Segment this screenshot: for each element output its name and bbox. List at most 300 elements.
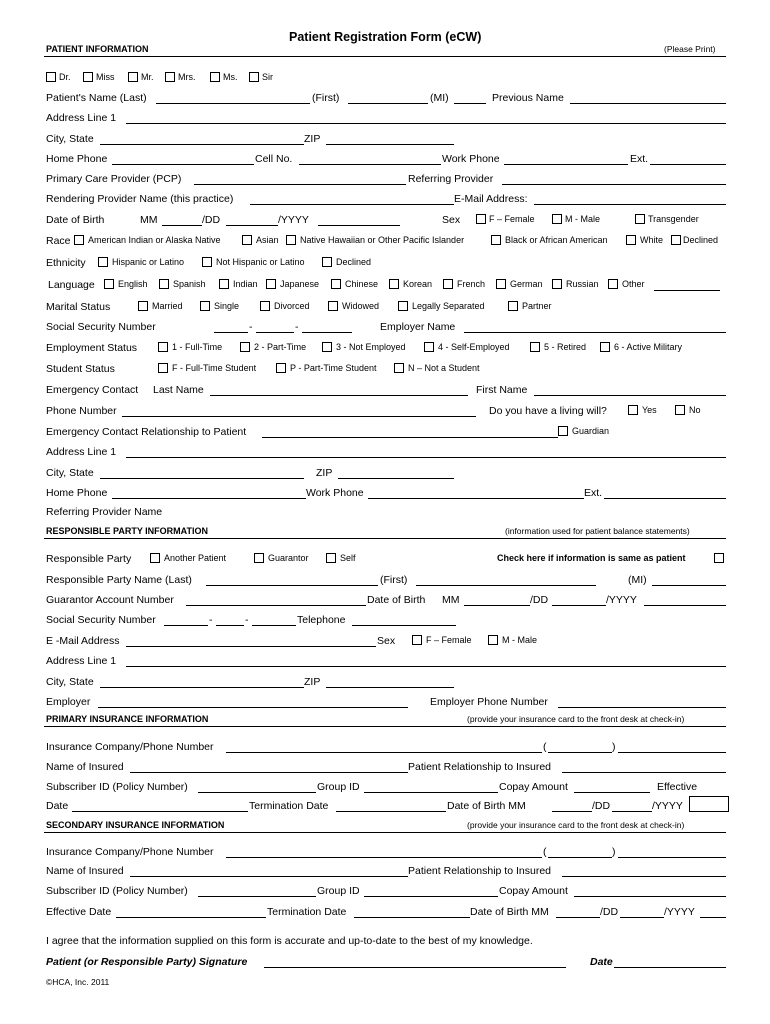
ssn-row: Social Security Number - - Employer Name	[46, 321, 726, 335]
guarantor-row	[46, 594, 726, 608]
field-secondary-phone-area[interactable]	[548, 846, 612, 858]
responsible-name-row	[46, 574, 726, 588]
label-dob: Date of Birth	[46, 214, 105, 226]
label-city: City, State	[46, 133, 94, 145]
label-primary-copay: Copay Amount	[499, 781, 568, 793]
label-german: German	[510, 279, 543, 289]
field-secondary-dob-dd[interactable]	[620, 906, 664, 918]
field-secondary-dob-yyyy[interactable]	[700, 906, 726, 918]
label-ms: Ms.	[223, 72, 238, 82]
label-responsible-yyyy: /YYYY	[606, 594, 637, 606]
label-marital: Marital Status	[46, 301, 111, 313]
checkbox-russian[interactable]	[552, 279, 562, 289]
section-patient-info: PATIENT INFORMATION	[46, 44, 149, 54]
label-race-black: Black or African American	[505, 235, 608, 245]
label-chinese: Chinese	[345, 279, 379, 289]
checkbox-single[interactable]	[200, 301, 210, 311]
marital-row	[46, 301, 726, 315]
field-primary-group[interactable]	[364, 781, 498, 793]
label-emergency-phone: Phone Number	[46, 405, 117, 417]
checkbox-race-native-american[interactable]	[74, 235, 84, 245]
field-secondary-phone[interactable]	[618, 846, 726, 858]
label-full-time-student: F - Full-Time Student	[172, 363, 257, 373]
label-responsible-email: E -Mail Address	[46, 635, 120, 647]
field-work-phone[interactable]	[504, 153, 628, 165]
label-sex: Sex	[442, 214, 461, 226]
section-responsible-party: RESPONSIBLE PARTY INFORMATION	[46, 526, 209, 536]
secondary-insured-row	[46, 865, 726, 879]
field-last-name[interactable]	[156, 92, 310, 104]
field-emergency-home-phone[interactable]	[112, 487, 306, 499]
label-primary-company: Insurance Company/Phone Number	[46, 741, 214, 753]
label-emergency-city: City, State	[46, 467, 94, 479]
page-title: Patient Registration Form (eCW)	[289, 30, 482, 44]
field-emergency-work-phone[interactable]	[368, 487, 584, 499]
section-divider	[44, 832, 726, 833]
field-relationship[interactable]	[262, 426, 558, 438]
phones-row	[46, 153, 726, 167]
label-emergency-contact: Emergency Contact	[46, 384, 139, 396]
label-legally-separated: Legally Separated	[412, 301, 485, 311]
label-responsible-zip: ZIP	[304, 676, 321, 688]
field-secondary-relationship[interactable]	[562, 865, 726, 877]
label-primary-dd: /DD	[592, 800, 611, 812]
label-married: Married	[152, 301, 183, 311]
field-primary-relationship[interactable]	[562, 761, 726, 773]
label-secondary-yyyy: /YYYY	[664, 906, 695, 918]
label-responsible-dd: /DD	[530, 594, 549, 606]
field-other-language[interactable]	[654, 279, 720, 291]
primary-insured-row	[46, 761, 726, 775]
emergency-phone-row	[46, 405, 726, 419]
field-rendering[interactable]	[250, 193, 454, 205]
section-secondary-insurance: SECONDARY INSURANCE INFORMATION	[46, 820, 225, 830]
field-primary-copay[interactable]	[574, 781, 650, 793]
label-secondary-insured: Name of Insured	[46, 865, 124, 877]
checkbox-race-white[interactable]	[626, 235, 636, 245]
label-race-white: White	[640, 235, 664, 245]
relationship-row	[46, 426, 726, 440]
field-primary-dob-yyyy[interactable]	[689, 796, 729, 812]
section-primary-insurance: PRIMARY INSURANCE INFORMATION	[46, 714, 209, 724]
label-responsible-address: Address Line 1	[46, 655, 117, 667]
field-responsible-dob-dd[interactable]	[552, 594, 606, 606]
secondary-note: (provide your insurance card to the front desk at check-in)	[467, 820, 685, 830]
checkbox-english[interactable]	[104, 279, 114, 289]
field-zip[interactable]	[326, 133, 454, 145]
city-row	[46, 133, 726, 147]
checkbox-race-asian[interactable]	[242, 235, 252, 245]
label-spanish: Spanish	[173, 279, 206, 289]
label-language: Language	[48, 279, 95, 291]
label-primary-relationship: Patient Relationship to Insured	[408, 761, 552, 773]
field-primary-termination[interactable]	[336, 800, 446, 812]
field-city[interactable]	[100, 133, 304, 145]
label-emergency-address: Address Line 1	[46, 446, 117, 458]
field-email[interactable]	[534, 193, 726, 205]
field-primary-effective-date[interactable]	[72, 800, 248, 812]
checkbox-german[interactable]	[496, 279, 506, 289]
checkbox-self[interactable]	[326, 553, 336, 563]
checkbox-married[interactable]	[138, 301, 148, 311]
address-row	[46, 112, 726, 126]
field-responsible-telephone[interactable]	[352, 614, 456, 626]
checkbox-transgender[interactable]	[635, 214, 645, 224]
field-responsible-ssn-3[interactable]	[252, 614, 296, 626]
label-living-will-yes: Yes	[642, 405, 657, 415]
field-secondary-insured[interactable]	[130, 865, 408, 877]
field-guarantor-account[interactable]	[186, 594, 366, 606]
label-responsible-male: M - Male	[502, 635, 538, 645]
label-signature-date: Date	[590, 956, 613, 968]
field-dob-dd[interactable]	[226, 214, 278, 226]
emergency-address-row	[46, 446, 726, 460]
checkbox-female[interactable]	[476, 214, 486, 224]
label-responsible-ssn: Social Security Number	[46, 614, 156, 626]
field-emergency-address[interactable]	[126, 446, 726, 458]
field-primary-company[interactable]	[226, 741, 542, 753]
checkbox-sir[interactable]	[249, 72, 259, 82]
checkbox-partner[interactable]	[508, 301, 518, 311]
label-female: F – Female	[489, 214, 535, 224]
field-primary-insured[interactable]	[130, 761, 408, 773]
field-emergency-last[interactable]	[210, 384, 468, 396]
responsible-address-row	[46, 655, 726, 669]
checkbox-race-pacific[interactable]	[286, 235, 296, 245]
section-divider	[44, 726, 726, 727]
label-living-will: Do you have a living will?	[489, 405, 607, 417]
label-divorced: Divorced	[274, 301, 310, 311]
field-responsible-zip[interactable]	[326, 676, 454, 688]
field-pcp[interactable]	[194, 173, 406, 185]
label-responsible-last: Responsible Party Name (Last)	[46, 574, 192, 586]
label-race: Race	[46, 235, 71, 247]
field-employer-phone[interactable]	[558, 696, 726, 708]
label-emergency-last: Last Name	[153, 384, 204, 396]
primary-subscriber-row	[46, 781, 726, 795]
field-first-name[interactable]	[348, 92, 428, 104]
checkbox-widowed[interactable]	[328, 301, 338, 311]
label-french: French	[457, 279, 486, 289]
label-responsible-sex: Sex	[377, 635, 396, 647]
label-ext: Ext.	[630, 153, 649, 165]
label-responsible-party: Responsible Party	[46, 553, 132, 565]
checkbox-ethnicity-declined[interactable]	[322, 257, 332, 267]
field-emergency-phone[interactable]	[122, 405, 476, 417]
checkbox-guarantor[interactable]	[254, 553, 264, 563]
primary-dates-row	[46, 800, 726, 814]
label-secondary-dob-mm: Date of Birth MM	[470, 906, 549, 918]
label-employer-phone: Employer Phone Number	[430, 696, 548, 708]
language-row	[46, 279, 726, 293]
field-signature[interactable]	[264, 956, 566, 968]
checkbox-another-patient[interactable]	[150, 553, 160, 563]
label-cell: Cell No.	[255, 153, 293, 165]
label-part-time: 2 - Part-Time	[254, 342, 307, 352]
label-other-language: Other	[622, 279, 645, 289]
label-email: E-Mail Address:	[454, 193, 528, 205]
label-mi: (MI)	[430, 92, 449, 104]
label-dr: Dr.	[59, 72, 71, 82]
field-secondary-copay[interactable]	[574, 885, 726, 897]
label-zip: ZIP	[304, 133, 321, 145]
label-secondary-group: Group ID	[317, 885, 360, 897]
label-partner: Partner	[522, 301, 552, 311]
field-secondary-termination[interactable]	[354, 906, 470, 918]
label-secondary-subscriber: Subscriber ID (Policy Number)	[46, 885, 188, 897]
label-pcp: Primary Care Provider (PCP)	[46, 173, 182, 185]
label-responsible-first: (First)	[380, 574, 408, 586]
label-employer-name: Employer Name	[380, 321, 456, 333]
label-widowed: Widowed	[342, 301, 380, 311]
label-secondary-relationship: Patient Relationship to Insured	[408, 865, 552, 877]
checkbox-mr[interactable]	[128, 72, 138, 82]
field-emergency-first[interactable]	[534, 384, 726, 396]
checkbox-not-hispanic[interactable]	[202, 257, 212, 267]
label-emergency-home-phone: Home Phone	[46, 487, 108, 499]
label-single: Single	[214, 301, 240, 311]
checkbox-active-military[interactable]	[600, 342, 610, 352]
field-cell[interactable]	[299, 153, 441, 165]
race-row	[46, 235, 726, 249]
checkbox-miss[interactable]	[83, 72, 93, 82]
label-mr: Mr.	[141, 72, 154, 82]
please-print-note: (Please Print)	[664, 44, 716, 54]
section-divider	[44, 56, 726, 57]
field-dob-mm[interactable]	[162, 214, 202, 226]
checkbox-same-as-patient[interactable]	[714, 553, 724, 563]
label-referring-name: Referring Provider Name	[46, 506, 163, 518]
checkbox-hispanic[interactable]	[98, 257, 108, 267]
field-mi[interactable]	[454, 92, 486, 104]
checkbox-living-will-yes[interactable]	[628, 405, 638, 415]
checkbox-other-language[interactable]	[608, 279, 618, 289]
ethnicity-row	[46, 257, 726, 271]
label-self: Self	[340, 553, 356, 563]
checkbox-legally-separated[interactable]	[398, 301, 408, 311]
label-guarantor: Guarantor	[268, 553, 309, 563]
label-responsible-mi: (MI)	[628, 574, 647, 586]
emergency-phones-row	[46, 487, 726, 501]
checkbox-indian[interactable]	[219, 279, 229, 289]
field-emergency-city[interactable]	[100, 467, 304, 479]
label-not-hispanic: Not Hispanic or Latino	[216, 257, 305, 267]
copyright-footer: ©HCA, Inc. 2011	[46, 977, 110, 987]
field-signature-date[interactable]	[614, 956, 726, 968]
label-miss: Miss	[96, 72, 115, 82]
field-responsible-ssn-1[interactable]	[164, 614, 208, 626]
label-referring: Referring Provider	[408, 173, 494, 185]
checkbox-japanese[interactable]	[266, 279, 276, 289]
field-employer-name[interactable]	[464, 321, 726, 333]
checkbox-male[interactable]	[552, 214, 562, 224]
label-first-name: (First)	[312, 92, 340, 104]
field-home-phone[interactable]	[112, 153, 254, 165]
label-work-phone: Work Phone	[442, 153, 500, 165]
label-secondary-termination: Termination Date	[267, 906, 347, 918]
checkbox-responsible-female[interactable]	[412, 635, 422, 645]
checkbox-french[interactable]	[443, 279, 453, 289]
checkbox-part-time[interactable]	[240, 342, 250, 352]
field-secondary-subscriber[interactable]	[198, 885, 316, 897]
label-relationship: Emergency Contact Relationship to Patient	[46, 426, 247, 438]
label-japanese: Japanese	[280, 279, 320, 289]
field-responsible-last[interactable]	[206, 574, 378, 586]
field-primary-dob-dd[interactable]	[612, 800, 652, 812]
checkbox-race-declined[interactable]	[671, 235, 681, 245]
label-race-native-american: American Indian or Alaska Native	[88, 235, 221, 245]
label-signature: Patient (or Responsible Party) Signature	[46, 956, 248, 968]
label-ethnicity-declined: Declined	[336, 257, 372, 267]
checkbox-responsible-male[interactable]	[488, 635, 498, 645]
label-primary-subscriber: Subscriber ID (Policy Number)	[46, 781, 188, 793]
responsible-city-row	[46, 676, 726, 690]
checkbox-full-time[interactable]	[158, 342, 168, 352]
field-previous-name[interactable]	[570, 92, 726, 104]
section-divider	[44, 538, 726, 539]
checkbox-not-employed[interactable]	[322, 342, 332, 352]
field-emergency-ext[interactable]	[604, 487, 726, 499]
label-part-time-student: P - Part-Time Student	[290, 363, 377, 373]
field-responsible-mi[interactable]	[652, 574, 726, 586]
label-living-will-no: No	[689, 405, 701, 415]
field-responsible-dob-mm[interactable]	[464, 594, 530, 606]
referring-name-row	[46, 506, 726, 520]
label-mm: MM	[140, 214, 158, 226]
label-responsible-city: City, State	[46, 676, 94, 688]
field-responsible-dob-yyyy[interactable]	[644, 594, 726, 606]
responsible-email-row	[46, 635, 726, 649]
label-secondary-copay: Copay Amount	[499, 885, 568, 897]
pcp-row	[46, 173, 726, 187]
label-race-declined: Declined	[683, 235, 719, 245]
agreement-statement: I agree that the information supplied on this form is accurate and up-to-date to the best of my knowledge.	[46, 935, 533, 947]
field-responsible-first[interactable]	[416, 574, 596, 586]
employment-row	[46, 342, 726, 356]
primary-note: (provide your insurance card to the front desk at check-in)	[467, 714, 685, 724]
label-sir: Sir	[262, 72, 273, 82]
label-retired: 5 - Retired	[544, 342, 587, 352]
title-options	[46, 72, 726, 86]
field-ext[interactable]	[650, 153, 726, 165]
field-ssn-3[interactable]	[302, 321, 352, 333]
checkbox-chinese[interactable]	[331, 279, 341, 289]
label-employment: Employment Status	[46, 342, 138, 354]
field-responsible-email[interactable]	[126, 635, 376, 647]
field-emergency-zip[interactable]	[338, 467, 454, 479]
field-primary-subscriber[interactable]	[198, 781, 316, 793]
label-guardian: Guardian	[572, 426, 610, 436]
responsible-note: (information used for patient balance statements)	[505, 526, 690, 536]
checkbox-guardian[interactable]	[558, 426, 568, 436]
label-transgender: Transgender	[648, 214, 699, 224]
field-secondary-company[interactable]	[226, 846, 542, 858]
label-english: English	[118, 279, 148, 289]
label-secondary-dd: /DD	[600, 906, 619, 918]
checkbox-not-student[interactable]	[394, 363, 404, 373]
label-primary-insured: Name of Insured	[46, 761, 124, 773]
field-referring[interactable]	[502, 173, 726, 185]
checkbox-living-will-no[interactable]	[675, 405, 685, 415]
label-male: M - Male	[565, 214, 601, 224]
label-address: Address Line 1	[46, 112, 117, 124]
label-responsible-mm: MM	[442, 594, 460, 606]
field-responsible-city[interactable]	[100, 676, 304, 688]
primary-company-row: Insurance Company/Phone Number ( )	[46, 741, 726, 755]
label-rendering: Rendering Provider Name (this practice)	[46, 193, 234, 205]
checkbox-race-black[interactable]	[491, 235, 501, 245]
checkbox-korean[interactable]	[389, 279, 399, 289]
checkbox-divorced[interactable]	[260, 301, 270, 311]
responsible-employer-row	[46, 696, 726, 710]
responsible-party-row	[46, 553, 726, 567]
field-responsible-ssn-2[interactable]	[216, 614, 244, 626]
label-primary-effective: Effective	[657, 781, 698, 793]
rendering-row	[46, 193, 726, 207]
label-not-employed: 3 - Not Employed	[336, 342, 406, 352]
label-emergency-first: First Name	[476, 384, 528, 396]
label-same-as-patient: Check here if information is same as patient	[497, 553, 686, 563]
secondary-dates-row	[46, 906, 726, 920]
label-ssn: Social Security Number	[46, 321, 156, 333]
label-secondary-effective-date: Effective Date	[46, 906, 112, 918]
field-dob-yyyy[interactable]	[318, 214, 400, 226]
field-ssn-1[interactable]	[214, 321, 248, 333]
checkbox-self-employed[interactable]	[424, 342, 434, 352]
field-primary-phone-area[interactable]	[548, 741, 612, 753]
label-korean: Korean	[403, 279, 433, 289]
label-previous-name: Previous Name	[492, 92, 564, 104]
checkbox-dr[interactable]	[46, 72, 56, 82]
field-primary-phone[interactable]	[618, 741, 726, 753]
field-primary-dob-mm[interactable]	[552, 800, 592, 812]
label-home-phone: Home Phone	[46, 153, 108, 165]
label-race-asian: Asian	[256, 235, 279, 245]
field-secondary-dob-mm[interactable]	[556, 906, 600, 918]
secondary-company-row: Insurance Company/Phone Number ( )	[46, 846, 726, 860]
field-address[interactable]	[126, 112, 726, 124]
student-row	[46, 363, 726, 377]
label-last-name: Patient's Name (Last)	[46, 92, 147, 104]
label-emergency-zip: ZIP	[316, 467, 333, 479]
label-not-student: N – Not a Student	[408, 363, 480, 373]
secondary-subscriber-row	[46, 885, 726, 899]
label-responsible-employer: Employer	[46, 696, 91, 708]
label-primary-termination: Termination Date	[249, 800, 329, 812]
label-emergency-ext: Ext.	[584, 487, 603, 499]
label-emergency-work-phone: Work Phone	[306, 487, 364, 499]
label-responsible-dob: Date of Birth	[367, 594, 426, 606]
label-secondary-company: Insurance Company/Phone Number	[46, 846, 214, 858]
checkbox-spanish[interactable]	[159, 279, 169, 289]
checkbox-part-time-student[interactable]	[276, 363, 286, 373]
field-secondary-effective-date[interactable]	[116, 906, 266, 918]
label-guarantor-account: Guarantor Account Number	[46, 594, 174, 606]
field-secondary-group[interactable]	[364, 885, 498, 897]
field-ssn-2[interactable]	[256, 321, 294, 333]
label-self-employed: 4 - Self-Employed	[438, 342, 510, 352]
checkbox-retired[interactable]	[530, 342, 540, 352]
label-race-pacific: Native Hawaiian or Other Pacific Islander	[300, 235, 465, 245]
label-primary-yyyy: /YYYY	[652, 800, 683, 812]
field-responsible-address[interactable]	[126, 655, 726, 667]
label-responsible-female: F – Female	[426, 635, 472, 645]
checkbox-ms[interactable]	[210, 72, 220, 82]
field-responsible-employer[interactable]	[98, 696, 408, 708]
checkbox-full-time-student[interactable]	[158, 363, 168, 373]
patient-name-row	[46, 92, 726, 106]
checkbox-mrs[interactable]	[165, 72, 175, 82]
